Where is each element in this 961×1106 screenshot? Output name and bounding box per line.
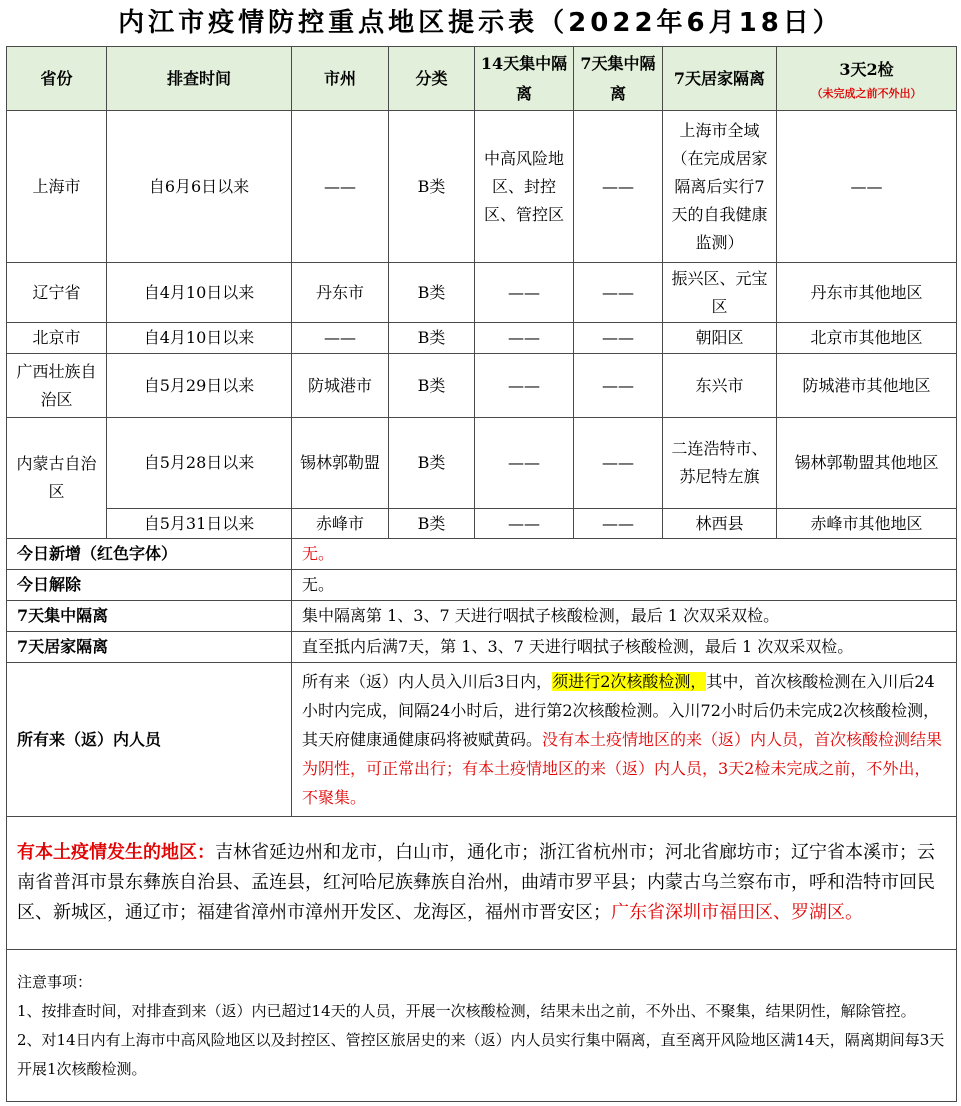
cell-14day-central: —— <box>475 263 574 323</box>
cell-3day-2test: 锡林郭勒盟其他地区 <box>777 418 957 509</box>
table-row <box>7 263 957 323</box>
header-province: 省份 <box>7 47 107 111</box>
cell-category: B类 <box>389 263 475 323</box>
header-3day-2test-label: 3天2检 <box>839 59 894 79</box>
local-outbreak-cell <box>7 817 957 950</box>
all-returnees-value <box>292 663 957 817</box>
cell-time: 自6月6日以来 <box>107 111 292 263</box>
cell-3day-2test: 丹东市其他地区 <box>777 263 957 323</box>
all-returnees-highlight: 须进行2次核酸检测， <box>552 672 707 691</box>
today-removed-row <box>7 570 957 601</box>
all-returnees-text-1: 所有来（返）内人员入川后3日内， <box>302 672 553 691</box>
table-row <box>7 418 957 509</box>
page-title: 内江市疫情防控重点地区提示表（2022年6月18日） <box>118 8 843 38</box>
cell-14day-central: —— <box>475 418 574 509</box>
central7-label: 7天集中隔离 <box>7 601 292 632</box>
all-returnees-row <box>7 663 957 817</box>
header-7day-home: 7天居家隔离 <box>663 47 777 111</box>
cell-7day-home: 林西县 <box>663 509 777 539</box>
notes-title: 注意事项： <box>17 972 93 991</box>
notes-cell <box>7 950 957 1102</box>
table-row <box>7 323 957 354</box>
header-row <box>7 47 957 111</box>
today-new-value: 无。 <box>292 539 957 570</box>
cell-7day-home: 东兴市 <box>663 354 777 418</box>
cell-time: 自5月31日以来 <box>107 509 292 539</box>
local-outbreak-row <box>7 817 957 950</box>
header-3day-2test-note: （未完成之前不外出） <box>811 86 922 100</box>
cell-14day-central: —— <box>475 354 574 418</box>
cell-7day-home: 二连浩特市、苏尼特左旗 <box>663 418 777 509</box>
all-returnees-label: 所有来（返）内人员 <box>7 663 292 817</box>
cell-category: B类 <box>389 354 475 418</box>
header-category: 分类 <box>389 47 475 111</box>
cell-14day-central: —— <box>475 509 574 539</box>
table-row <box>7 354 957 418</box>
table-row <box>7 111 957 263</box>
cell-3day-2test: 赤峰市其他地区 <box>777 509 957 539</box>
today-removed-value: 无。 <box>292 570 957 601</box>
header-3day-2test <box>777 47 957 111</box>
home7-value: 直至抵内后满7天，第 1、3、7 天进行咽拭子核酸检测，最后 1 次双采双检。 <box>292 632 957 663</box>
today-new-row <box>7 539 957 570</box>
cell-city: 丹东市 <box>292 263 389 323</box>
all-returnees-red-text: 没有本土疫情地区的来（返）内人员，首次核酸检测结果为阴性，可正常出行；有本土疫情地区的来（返）内人员，3天2检未完成之前，不外出，不聚集。 <box>302 730 943 807</box>
cell-city: 防城港市 <box>292 354 389 418</box>
cell-category: B类 <box>389 418 475 509</box>
today-removed-label: 今日解除 <box>7 570 292 601</box>
cell-province: 广西壮族自治区 <box>7 354 107 418</box>
cell-7day-central: —— <box>574 418 663 509</box>
cell-7day-home: 上海市全域（在完成居家隔离后实行7天的自我健康监测） <box>663 111 777 263</box>
risk-area-table <box>6 46 957 1102</box>
central7-row <box>7 601 957 632</box>
cell-category: B类 <box>389 323 475 354</box>
cell-7day-central: —— <box>574 323 663 354</box>
cell-province: 辽宁省 <box>7 263 107 323</box>
all-returnees-text-2: 其中，首次核酸检测在入川后24小时内完成，间隔24小时后，进行第2次核酸检测。入川72小时后仍未完成2次核酸检测，其天府健康通健康码将被赋黄码。 <box>302 672 940 749</box>
cell-14day-central: 中高风险地区、封控区、管控区 <box>475 111 574 263</box>
today-new-label: 今日新增（红色字体） <box>7 539 292 570</box>
cell-time: 自4月10日以来 <box>107 323 292 354</box>
local-outbreak-text: 吉林省延边州和龙市，白山市，通化市；浙江省杭州市；河北省廊坊市；辽宁省本溪市；云南省普洱市景东彝族自治县、孟连县，红河哈尼族彝族自治州，曲靖市罗平县；内蒙古乌兰察布市，呼和浩特市回民区、新城区，通辽市；福建省漳州市漳州开发区、龙海区，福州市晋安区； <box>17 842 935 923</box>
cell-3day-2test: 北京市其他地区 <box>777 323 957 354</box>
cell-7day-central: —— <box>574 263 663 323</box>
cell-category: B类 <box>389 111 475 263</box>
cell-3day-2test: 防城港市其他地区 <box>777 354 957 418</box>
cell-time: 自5月29日以来 <box>107 354 292 418</box>
cell-7day-central: —— <box>574 111 663 263</box>
local-outbreak-label: 有本土疫情发生的地区： <box>17 842 215 863</box>
notes-row <box>7 950 957 1102</box>
cell-city: 赤峰市 <box>292 509 389 539</box>
cell-province: 内蒙古自治区 <box>7 418 107 539</box>
cell-province: 北京市 <box>7 323 107 354</box>
cell-7day-home: 朝阳区 <box>663 323 777 354</box>
cell-7day-central: —— <box>574 354 663 418</box>
header-7day-central: 7天集中隔离 <box>574 47 663 111</box>
cell-city: 锡林郭勒盟 <box>292 418 389 509</box>
cell-time: 自5月28日以来 <box>107 418 292 509</box>
cell-city: —— <box>292 323 389 354</box>
cell-14day-central: —— <box>475 323 574 354</box>
table-row <box>7 509 957 539</box>
cell-7day-central: —— <box>574 509 663 539</box>
cell-7day-home: 振兴区、元宝区 <box>663 263 777 323</box>
cell-category: B类 <box>389 509 475 539</box>
header-14day-central: 14天集中隔离 <box>475 47 574 111</box>
cell-city: —— <box>292 111 389 263</box>
cell-province: 上海市 <box>7 111 107 263</box>
home7-row <box>7 632 957 663</box>
central7-value: 集中隔离第 1、3、7 天进行咽拭子核酸检测，最后 1 次双采双检。 <box>292 601 957 632</box>
home7-label: 7天居家隔离 <box>7 632 292 663</box>
cell-time: 自4月10日以来 <box>107 263 292 323</box>
header-time: 排查时间 <box>107 47 292 111</box>
note-item: 1、按排查时间，对排查到来（返）内已超过14天的人员，开展一次核酸检测，结果未出之前，不外出、不聚集，结果阴性，解除管控。 <box>17 1001 916 1020</box>
note-item: 2、对14日内有上海市中高风险地区以及封控区、管控区旅居史的来（返）内人员实行集中隔离，直至离开风险地区满14天，隔离期间每3天开展1次核酸检测。 <box>17 1030 945 1078</box>
local-outbreak-red-text: 广东省深圳市福田区、罗湖区。 <box>611 902 863 923</box>
header-city: 市州 <box>292 47 389 111</box>
cell-3day-2test: —— <box>777 111 957 263</box>
